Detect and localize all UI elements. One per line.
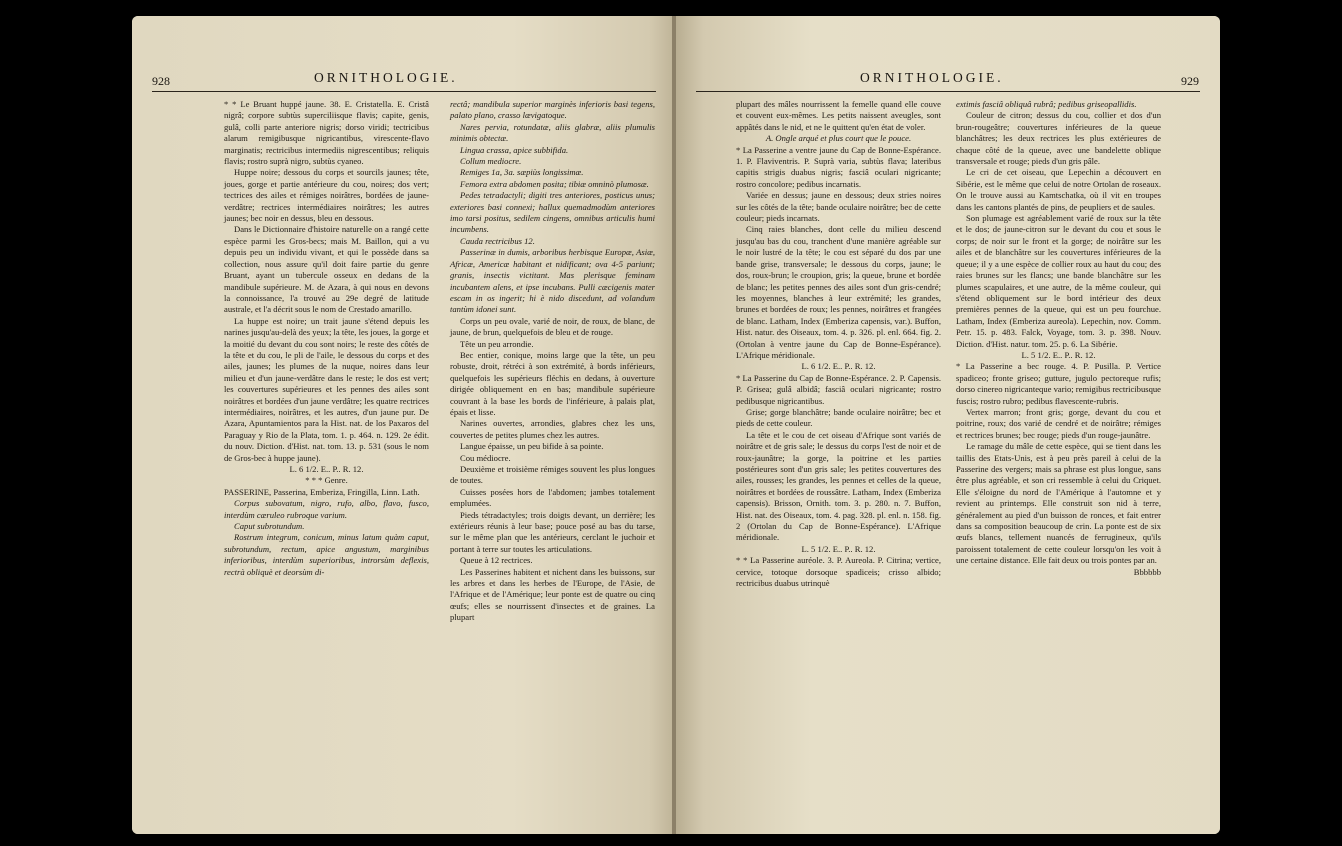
section-heading: A. Ongle arqué et plus court que le pouce. xyxy=(765,133,912,144)
measurements: L. 6 1/2. E.. P.. R. 12. xyxy=(801,361,876,372)
entry-heading: * * Le Bruant huppé jaune. 38. E. Cristatella. E. Cristâ nigrâ; corpore subtùs superciliisque flavis; capite, genis, gulâ, colli parte anteriore nigris; dorso viridi; tectricibus alarum remigibusque nigricantibus, virescente-flavo marginatis; rectricibus intermediis nigrescentibus; reliquis flavis; rostro suprà nigro, subtùs cyaneo. xyxy=(224,99,429,167)
entry-heading: * * La Passerine auréole. 3. P. Aureola. P. Citrina; vertice, cervice, totoque dorsoque spadiceis; crisso albido; rectricibus duabus utrinquè xyxy=(736,555,941,589)
entry-heading: * La Passerine du Cap de Bonne-Espérance. 2. P. Capensis. P. Grisea; gulâ albidâ; fasciâ oculari nigricante; rostro pedibusque nigricantibus. xyxy=(736,372,941,406)
right-page xyxy=(676,16,1220,834)
left-column-1 xyxy=(224,99,429,578)
paragraph: Grise; gorge blanchâtre; bande oculaire noirâtre; bec et pieds de cette couleur. xyxy=(736,406,941,429)
entry-heading: * La Passerine a ventre jaune du Cap de Bonne-Espérance. 1. P. Flaviventris. P. Suprà varia, subtùs flava; lateribus capitis strigis duabus nigris; fasciâ oculari nigricante; rostro concolore; pedibus incarnatis. xyxy=(736,144,941,189)
paragraph: Nares pervia, rotundatæ, aliis glabræ, aliis plumulis minimis obtectæ. xyxy=(450,121,655,144)
paragraph: Tête un peu arrondie. xyxy=(460,338,534,349)
paragraph: Bec entier, conique, moins large que la tête, un peu robuste, droit, rétréci à son extrémité, à bords inférieurs, quelquefois les supérieurs fléchis en dedans, à ouverture dirigée obliquement en en bas; mandibule supérieure couvrant à la base les bords de l'inférieure, à palais plat, épais et lisse. xyxy=(450,349,655,417)
paragraph: Corpus subovatum, nigro, rufo, albo, flavo, fusco, interdùm cæruleo rubroque varium. xyxy=(224,498,429,520)
paragraph: Le ramage du mâle de cette espèce, qui se tient dans les taillis des Etats-Unis, est à peu près pareil à celui de la Passerine des vergers; mais sa phrase est plus longue, sans être plus agréable, et son cri ressemble à celui du Criquet. Elle s'éloigne du nord de l'Amérique à l'automne et y revient au printemps. Elle construit son nid à terre, généralement au pied d'un buisson de ronces, et fait entrer dans sa composition beaucoup de crin. La ponte est de six œufs blancs, tellement nuancés de ferrugineux, qu'ils paroissent totalement de cette couleur lorsqu'on les voit à une certaine distance. Elle fait deux ou trois pontes par an. xyxy=(956,441,1161,566)
book-spread xyxy=(132,16,1220,834)
paragraph: Caput subrotundum. xyxy=(234,521,305,532)
running-head: ORNITHOLOGIE. xyxy=(860,70,1004,85)
paragraph: Passerinæ in dumis, arboribus herbisque Europæ, Asiæ, Africæ, Americæ habitant et nidificant; ova 4-5 pariunt; granis, insectis victitant. Mas plerisque feminam incubantem alens, et ipse incubans. Pulli cæcigenis mater escam in os ingerit; hi è nido discedunt, ad volandum tantùm idonei sunt. xyxy=(450,247,655,315)
right-column-1 xyxy=(736,99,941,589)
paragraph: Cou médiocre. xyxy=(460,452,511,463)
entry-heading: * La Passerine a bec rouge. 4. P. Pusilla. P. Vertice spadiceo; fronte griseo; gutture, jugulo pectoreque rufis; dorso cinereo nigricanteque vario; remigibus rectricibusque fuscis; rostro rubro; pedibus flavescente-rubris. xyxy=(956,361,1161,406)
measurements: L. 5 1/2. E.. P.. R. 12. xyxy=(1021,349,1096,360)
measurements: L. 6 1/2. E.. P.. R. 12. xyxy=(289,464,364,474)
paragraph: Le cri de cet oiseau, que Lepechin a découvert en Sibérie, est le même que celui de notre Ortolan de roseaux. On le trouve aussi au Kamtschatka, où il vit en troupes dans les cantons plantés de pins, de peupliers et de saules. xyxy=(956,167,1161,212)
header-rule xyxy=(152,91,656,92)
left-page xyxy=(132,16,676,834)
paragraph: La tête et le cou de cet oiseau d'Afrique sont variés de noirâtre et de gris sale; le dessus du corps l'est de noir et de roux-jaunâtre; la gorge, la poitrine et les parties postérieures sont d'un gris sale; les petites couvertures des ailes, rousses; les grandes, les pennes et celles de la queue, noirâtres et bordées de roussâtre. Latham, Index (Emberiza capensis). Brisson, Ornith. tom. 3. p. 280. n. 7. Buffon, Hist. nat. des Oiseaux, tom. 4. pag. 328. pl. enl. n. 158. fig. 2 (Ortolan du Cap de Bonne-Espérance). L'Afrique méridionale. xyxy=(736,429,941,543)
measurements: L. 5 1/2. E.. P.. R. 12. xyxy=(801,543,876,554)
paragraph: Femora extra abdomen posita; tibiæ omninò plumosæ. xyxy=(460,178,649,189)
paragraph: Huppe noire; dessous du corps et sourcils jaunes; tête, joues, gorge et partie antérieure du cou, noires; dos vert; tectrices des ailes et rémiges noirâtres, bordées de jaune-verdâtre; rectrices intermédiaires noirâtres; les autres jaunes; bec noir en dessus, bleu en dessous. xyxy=(224,167,429,224)
paragraph: Langue épaisse, un peu bifide à sa pointe. xyxy=(460,441,604,452)
running-head: ORNITHOLOGIE. xyxy=(314,70,458,85)
header-rule xyxy=(696,91,1200,92)
paragraph: extimis fasciâ obliquâ rubrâ; pedibus griseopallidis. xyxy=(956,99,1137,109)
paragraph: Rostrum integrum, conicum, minus latum quàm caput, subrotundum, rectum, apice angustum, marginibus inferioribus, interdùm superioribus, introrsùm deflexis, rectrà obliquè et deorsùm di- xyxy=(224,532,429,577)
left-column-2 xyxy=(450,99,655,624)
paragraph: Narines ouvertes, arrondies, glabres chez les uns, couvertes de petites plumes chez les autres. xyxy=(450,418,655,440)
paragraph: Cinq raies blanches, dont celle du milieu descend jusqu'au bas du cou, tranchent d'une manière agréable sur le noir lustré de la tête; le cou est séparé du dos par une bande grise, transversale; le dessous du corps, jaune; le dos, roux-brun; le croupion, gris; la queue, brune et bordée de blanc; les petites pennes des ailes sont d'un gris-cendré; les moyennes, blanches à leur extrémité; les grandes, brunes et bordées de roux; les pennes, noirâtres et frangées de blanc. Latham, Index (Emberiza capensis, var.). Buffon, Hist. natur. des Oiseaux, tom. 4. p. 326. pl. enl. 664. fig. 2. (Ortolan à ventre jaune du Cap de Bonne-Espérance). L'Afrique méridionale. xyxy=(736,224,941,360)
paragraph: Cauda rectricibus 12. xyxy=(460,235,535,246)
paragraph: Collum mediocre. xyxy=(460,156,522,167)
paragraph: Queue à 12 rectrices. xyxy=(460,555,533,566)
signature-mark: Bbbbbb xyxy=(1133,566,1161,577)
paragraph: Pieds tétradactyles; trois doigts devant, un derrière; les extérieurs réunis à leur base; pouce posé au bas du tarse, sur le même plan que les antérieurs, cerclant le juchoir et portant à terre sur toutes les articulations. xyxy=(450,509,655,554)
paragraph: Son plumage est agréablement varié de roux sur la tête et le dos; de jaune-citron sur le devant du cou et sous le corps; de noir sur le front et la gorge; de noirâtre sur les ailes et de blanchâtre sur les couvertures inférieures de la queue; il y a une espèce de collier roux au haut du cou; des raies brunes sur les flancs; une bande blanchâtre sur les plumes scapulaires, et une autre, de la même couleur, qui s'étend obliquement sur le bord intérieur des deux premières pennes de la queue, qui est un peu fourchue. Latham, Index (Emberiza aureola). Lepechin, nov. Comm. Petr. 15. p. 483. Falck, Voyage, tom. 3. p. 398. Nouv. Diction. d'Hist. natur. tom. 25. p. 6. La Sibérie. xyxy=(956,213,1161,349)
paragraph: Deuxième et troisième rémiges souvent les plus longues de toutes. xyxy=(450,464,655,486)
genus-heading: * * * Genre. xyxy=(305,475,348,486)
paragraph: Cuisses posées hors de l'abdomen; jambes totalement emplumées. xyxy=(450,486,655,509)
paragraph: Variée en dessus; jaune en dessous; deux stries noires sur les côtés de la tête; bande oculaire noirâtre; bec de cette couleur; pieds incarnats. xyxy=(736,190,941,224)
paragraph: Les Passerines habitent et nichent dans les buissons, sur les arbres et dans les herbes de l'Europe, de l'Asie, de l'Afrique et de l'Amérique; leur ponte est de quatre ou cinq œufs; elles se nourrissent d'insectes et de graines. La plupart xyxy=(450,566,655,623)
page-number: 928 xyxy=(152,74,170,88)
paragraph: plupart des mâles nourrissent la femelle quand elle couve et couvent eux-mêmes. Les petits naissent aveugles, sont appâtés dans le nid, et ne le quittent qu'en état de voler. xyxy=(736,99,941,132)
paragraph: Vertex marron; front gris; gorge, devant du cou et poitrine, roux; dos varié de cendré et de noirâtre; rémiges et rectrices brunes; bec rouge; pieds d'un rouge-jaunâtre. xyxy=(956,406,1161,440)
paragraph: rectâ; mandibula superior marginès inferioris basi tegens, palato plano, crasso lævigatoque. xyxy=(450,99,655,121)
paragraph: Corps un peu ovale, varié de noir, de roux, de blanc, de jaune, de brun, quelquefois de bleu et de rouge. xyxy=(450,315,655,338)
right-column-2 xyxy=(956,99,1161,578)
genus-title: PASSERINE, Passerina, Emberiza, Fringilla, Linn. Lath. xyxy=(224,486,420,497)
paragraph: Lingua crassa, apice subbifida. xyxy=(460,144,569,155)
paragraph: Dans le Dictionnaire d'histoire naturelle on a rangé cette espèce parmi les Gros-becs; mais M. Baillon, qui a vu depuis peu un individu vivant, et qui le possède dans sa collection, nous assure qu'il doit faire partie du genre Bruant, ayant un tubercule osseux en dedans de la mandibule supérieure. M. de Azara, à qui nous en devons la connoissance, l'a trouvé au 29e degré de latitude australe, et l'a décrit sous le nom de Crestado amarillo. xyxy=(224,224,429,315)
paragraph: Remiges 1a, 3a. sæpiùs longissimæ. xyxy=(460,167,584,178)
page-number: 929 xyxy=(1181,74,1199,88)
paragraph: Pedes tetradactyli; digiti tres anteriores, posticus unus; exteriores basi connexi; hallux quemadmodùm anteriores imo tarsi positus, sedilem cingens, omnibus articulis humi incumbens. xyxy=(450,190,655,235)
paragraph: La huppe est noire; un trait jaune s'étend depuis les narines jusqu'au-delà des yeux; la tête, les joues, la gorge et la moitié du devant du cou sont noirs; le reste des côtés de la tête et du cou, le pli de l'aile, le dessous du corps et des ailes, jaunes; les plumes de la nuque, noires dans leur milieu et d'un jaune-verdâtre dans le reste; le dos est vert; les couvertures supérieures et les pennes des ailes sont noirâtres et bordées d'un jaune verdâtre; les quatre rectrices intermédiaires, noirâtres, et les autres, d'un jaune pur. De Azara, Apuntamientos para la Hist. nat. de los Paxaros del Paraguay y Rio de la Plata, tom. 1. p. 464. n. 129. 2e édit. du nouv. Diction. d'Hist. nat. tom. 13. p. 531 (sous le nom de Gros-bec à huppe jaune). xyxy=(224,315,429,463)
paragraph: Couleur de citron; dessus du cou, collier et dos d'un brun-rougeâtre; couvertures inférieures de la queue blanchâtres; les deux rectrices les plus extérieures de chaque côté de la queue, avec une bandelette oblique transversale et rouge; pieds d'un gris pâle. xyxy=(956,110,1161,167)
